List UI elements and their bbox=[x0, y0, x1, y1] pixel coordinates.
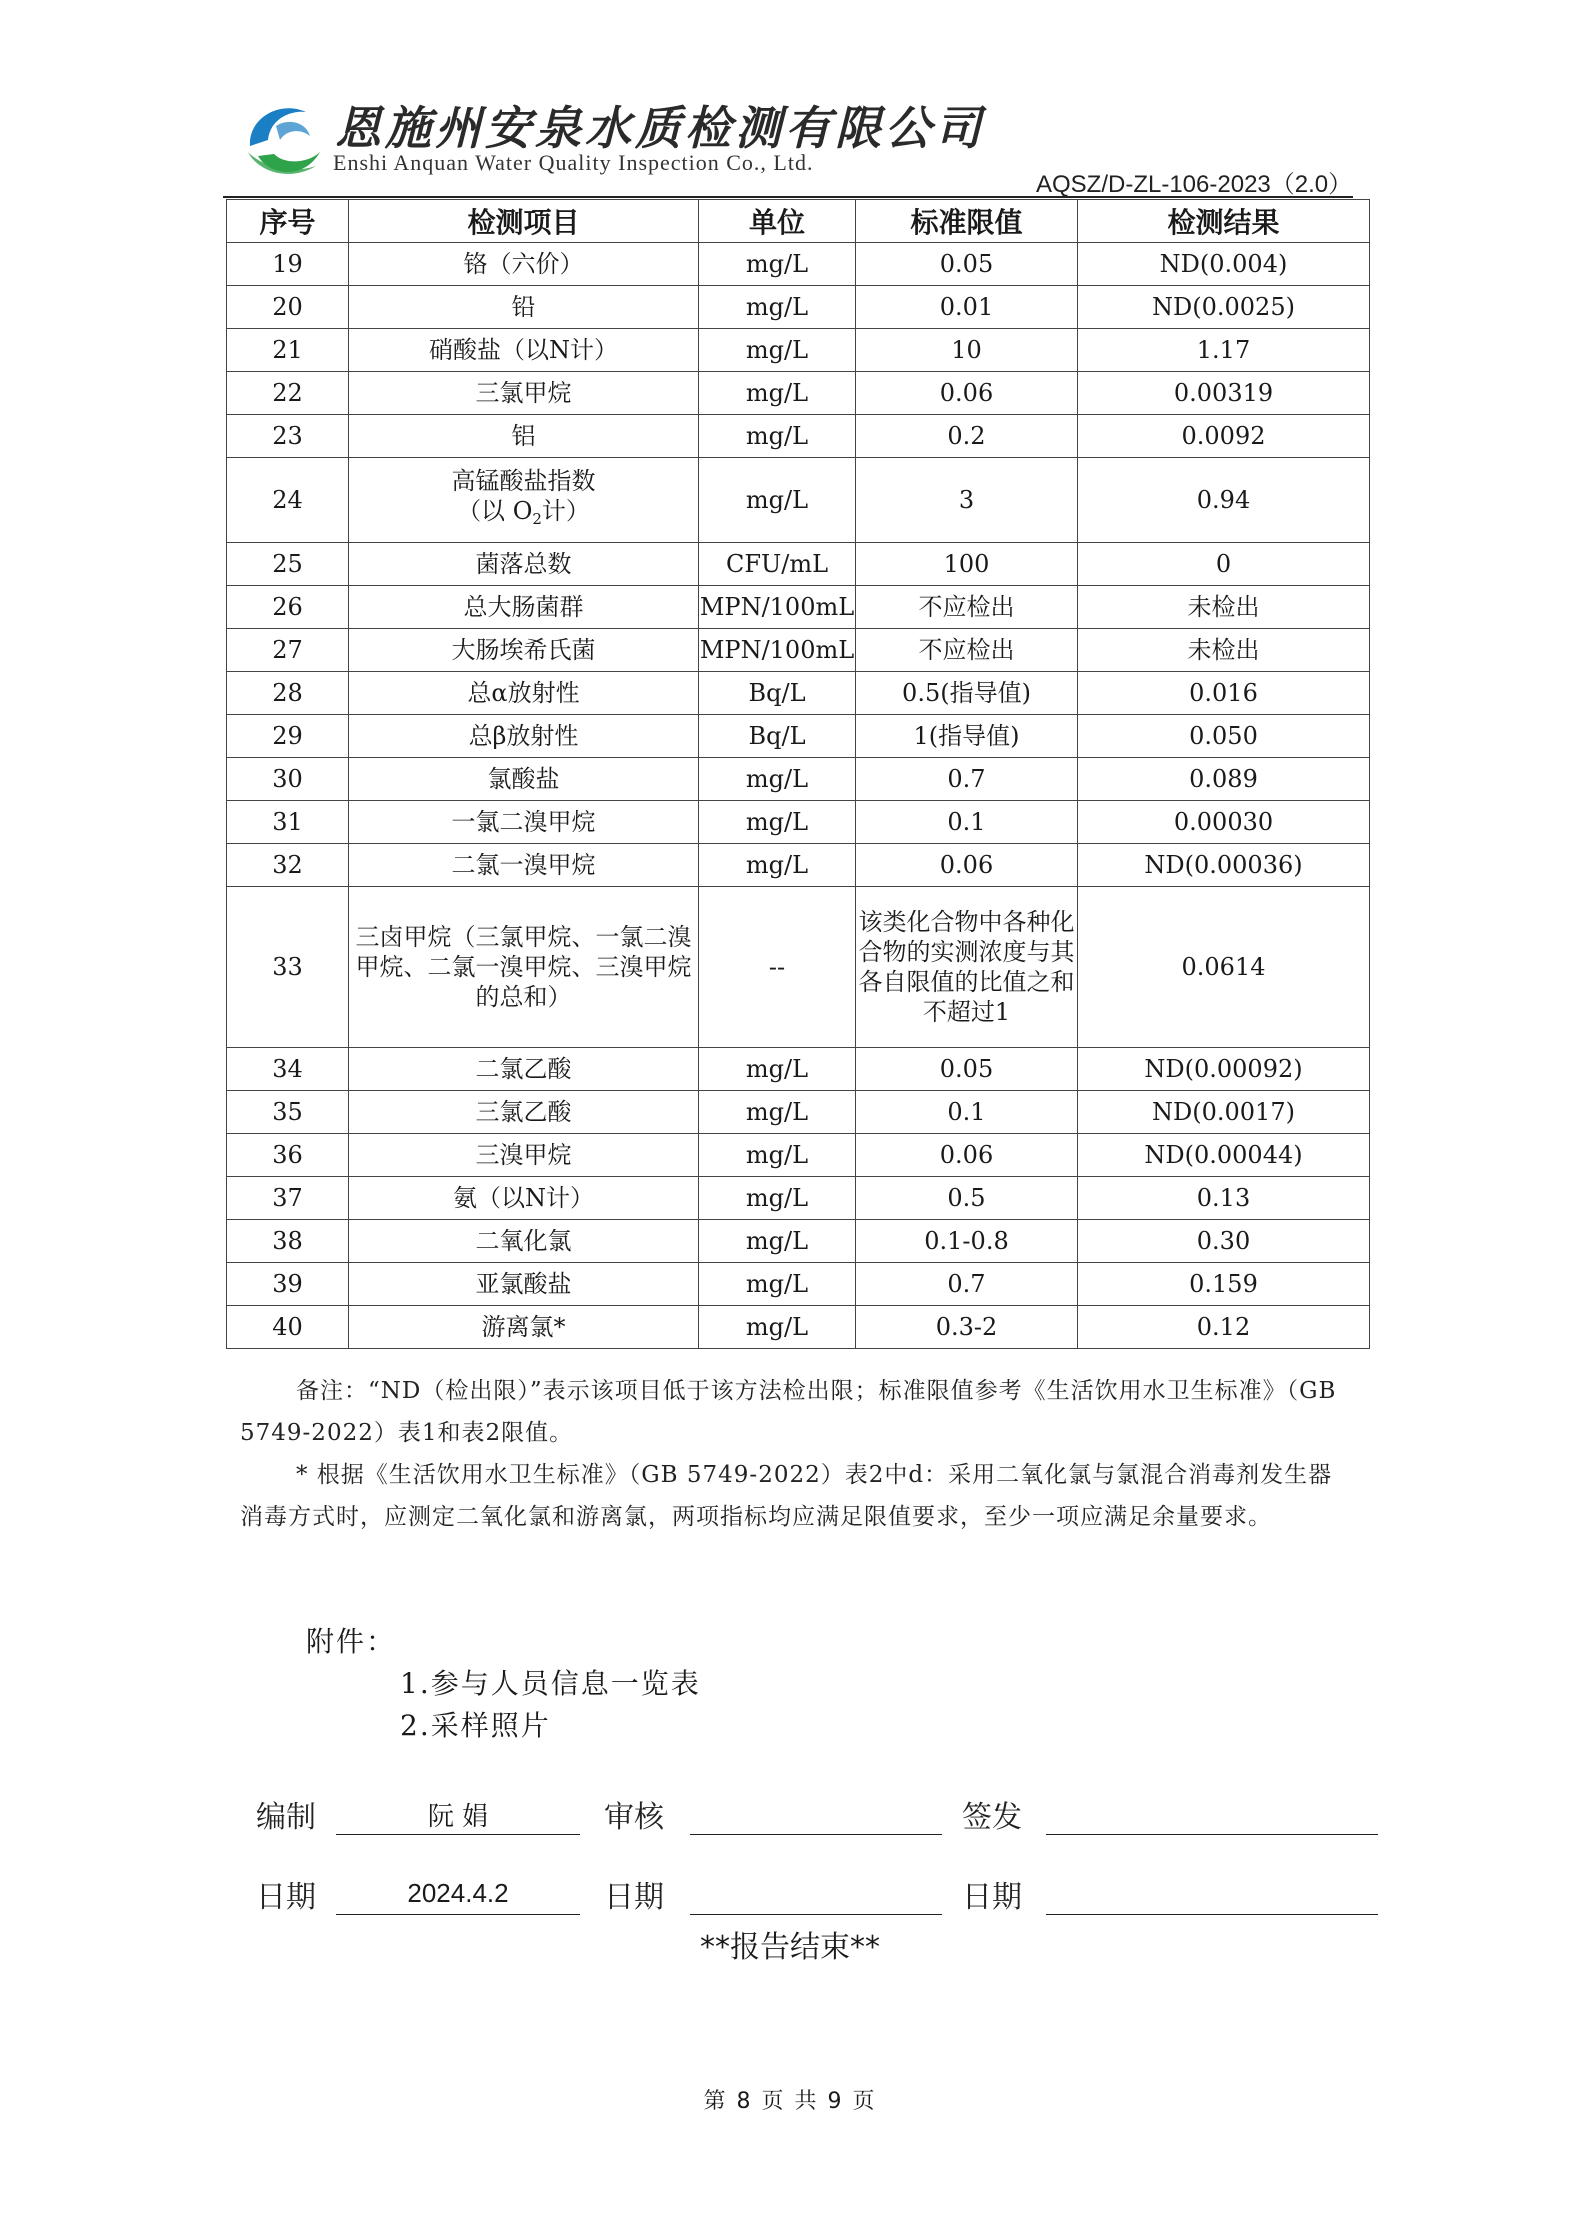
table-row bbox=[227, 1220, 1370, 1263]
company-name-cn: 恩施州安泉水质检测有限公司 bbox=[335, 101, 985, 155]
column-header-no: 序号 bbox=[227, 200, 349, 243]
results-table bbox=[226, 199, 1370, 1349]
cell-item: 三卤甲烷（三氯甲烷、一氯二溴甲烷、二氯一溴甲烷、三溴甲烷的总和） bbox=[349, 887, 699, 1048]
table-row bbox=[227, 1306, 1370, 1349]
cell-no: 20 bbox=[227, 286, 349, 329]
cell-no: 31 bbox=[227, 801, 349, 844]
attachment-item: 2.采样照片 bbox=[400, 1709, 551, 1742]
table-row bbox=[227, 372, 1370, 415]
cell-limit: 0.1 bbox=[856, 801, 1078, 844]
cell-item: 氨（以N计） bbox=[349, 1177, 699, 1220]
cell-unit: mg/L bbox=[699, 1048, 856, 1091]
cell-item-line1: 高锰酸盐指数 bbox=[451, 467, 596, 495]
cell-limit: 0.05 bbox=[856, 243, 1078, 286]
cell-item: 大肠埃希氏菌 bbox=[349, 629, 699, 672]
cell-limit: 该类化合物中各种化合物的实测浓度与其各自限值的比值之和不超过1 bbox=[856, 887, 1078, 1048]
table-row bbox=[227, 844, 1370, 887]
cell-item-line2-post: 计） bbox=[541, 497, 590, 525]
cell-item: 菌落总数 bbox=[349, 543, 699, 586]
cell-result: ND(0.00036) bbox=[1078, 844, 1370, 887]
cell-item: 三氯乙酸 bbox=[349, 1091, 699, 1134]
cell-limit: 不应检出 bbox=[856, 586, 1078, 629]
cell-no: 27 bbox=[227, 629, 349, 672]
table-header-row bbox=[227, 200, 1370, 243]
issue-date-line bbox=[1046, 1914, 1378, 1915]
cell-item: 总α放射性 bbox=[349, 672, 699, 715]
cell-no: 28 bbox=[227, 672, 349, 715]
attachment-item: 1.参与人员信息一览表 bbox=[400, 1667, 701, 1700]
note-asterisk: * 根据《生活饮用水卫生标准》（GB 5749-2022）表2中d：采用二氧化氯与氯混合消毒剂发生器消毒方式时，应测定二氧化氯和游离氯，两项指标均应满足限值要求，至少一项应满足余量要求。 bbox=[240, 1462, 1333, 1530]
cell-no: 39 bbox=[227, 1263, 349, 1306]
compile-label: 编制 bbox=[256, 1800, 316, 1835]
cell-limit: 3 bbox=[856, 458, 1078, 543]
cell-item: 总β放射性 bbox=[349, 715, 699, 758]
cell-unit: MPN/100mL bbox=[699, 586, 856, 629]
table-row bbox=[227, 1177, 1370, 1220]
review-label: 审核 bbox=[604, 1800, 664, 1835]
cell-unit: mg/L bbox=[699, 844, 856, 887]
cell-no: 36 bbox=[227, 1134, 349, 1177]
cell-no: 40 bbox=[227, 1306, 349, 1349]
cell-item: 二氯乙酸 bbox=[349, 1048, 699, 1091]
table-row bbox=[227, 329, 1370, 372]
cell-limit: 100 bbox=[856, 543, 1078, 586]
table-row bbox=[227, 1091, 1370, 1134]
cell-unit: mg/L bbox=[699, 1306, 856, 1349]
cell-unit: Bq/L bbox=[699, 715, 856, 758]
cell-no: 30 bbox=[227, 758, 349, 801]
compile-date: 2024.4.2 bbox=[407, 1878, 509, 1908]
cell-unit: mg/L bbox=[699, 372, 856, 415]
notes-section bbox=[240, 1370, 1350, 1538]
cell-no: 25 bbox=[227, 543, 349, 586]
cell-result: 0.159 bbox=[1078, 1263, 1370, 1306]
cell-no: 38 bbox=[227, 1220, 349, 1263]
cell-item: 铝 bbox=[349, 415, 699, 458]
cell-unit: MPN/100mL bbox=[699, 629, 856, 672]
cell-no: 37 bbox=[227, 1177, 349, 1220]
cell-no: 32 bbox=[227, 844, 349, 887]
subscript-2: 2 bbox=[532, 510, 542, 528]
issue-date-label: 日期 bbox=[962, 1880, 1022, 1915]
compile-date-line bbox=[336, 1914, 580, 1915]
cell-item: 铬（六价） bbox=[349, 243, 699, 286]
cell-limit: 0.1-0.8 bbox=[856, 1220, 1078, 1263]
compile-signature-line bbox=[336, 1834, 580, 1835]
cell-limit: 0.7 bbox=[856, 1263, 1078, 1306]
cell-item: 游离氯* bbox=[349, 1306, 699, 1349]
cell-no: 24 bbox=[227, 458, 349, 543]
company-logo-icon bbox=[240, 96, 326, 182]
cell-unit: mg/L bbox=[699, 243, 856, 286]
table-row bbox=[227, 243, 1370, 286]
table-row bbox=[227, 1263, 1370, 1306]
cell-result: ND(0.004) bbox=[1078, 243, 1370, 286]
cell-limit: 不应检出 bbox=[856, 629, 1078, 672]
issue-signature-line bbox=[1046, 1834, 1378, 1835]
cell-result: 未检出 bbox=[1078, 629, 1370, 672]
cell-unit: mg/L bbox=[699, 415, 856, 458]
table-row bbox=[227, 1134, 1370, 1177]
cell-item-line2-pre: （以 O bbox=[457, 497, 533, 525]
cell-item: 三氯甲烷 bbox=[349, 372, 699, 415]
cell-result: 未检出 bbox=[1078, 586, 1370, 629]
cell-limit: 0.06 bbox=[856, 1134, 1078, 1177]
cell-result: 0.050 bbox=[1078, 715, 1370, 758]
cell-item bbox=[349, 458, 699, 543]
cell-result: 0.30 bbox=[1078, 1220, 1370, 1263]
cell-limit: 10 bbox=[856, 329, 1078, 372]
cell-limit: 0.5 bbox=[856, 1177, 1078, 1220]
table-row bbox=[227, 887, 1370, 1048]
company-name-en: Enshi Anquan Water Quality Inspection Co., Ltd. bbox=[333, 150, 814, 175]
cell-unit: mg/L bbox=[699, 801, 856, 844]
review-date-line bbox=[690, 1914, 942, 1915]
page-number: 第 8 页 共 9 页 bbox=[703, 2089, 877, 2114]
cell-limit: 0.1 bbox=[856, 1091, 1078, 1134]
cell-unit: mg/L bbox=[699, 1134, 856, 1177]
column-header-result: 检测结果 bbox=[1078, 200, 1370, 243]
cell-result: 0.0614 bbox=[1078, 887, 1370, 1048]
table-row bbox=[227, 629, 1370, 672]
cell-limit: 0.05 bbox=[856, 1048, 1078, 1091]
note-nd: 备注：“ND（检出限）”表示该项目低于该方法检出限；标准限值参考《生活饮用水卫生标准》（GB 5749-2022）表1和表2限值。 bbox=[240, 1378, 1337, 1446]
document-code: AQSZ/D-ZL-106-2023（2.0） bbox=[1036, 171, 1353, 198]
cell-result: 0.089 bbox=[1078, 758, 1370, 801]
table-row bbox=[227, 1048, 1370, 1091]
cell-result: ND(0.0017) bbox=[1078, 1091, 1370, 1134]
header-divider bbox=[223, 196, 1353, 198]
cell-unit: mg/L bbox=[699, 1263, 856, 1306]
cell-no: 29 bbox=[227, 715, 349, 758]
cell-unit: -- bbox=[699, 887, 856, 1048]
cell-result: 0.00030 bbox=[1078, 801, 1370, 844]
table-row bbox=[227, 415, 1370, 458]
cell-no: 34 bbox=[227, 1048, 349, 1091]
compile-date-label: 日期 bbox=[256, 1880, 316, 1915]
cell-result: 0.0092 bbox=[1078, 415, 1370, 458]
table-row bbox=[227, 458, 1370, 543]
column-header-item: 检测项目 bbox=[349, 200, 699, 243]
column-header-limit: 标准限值 bbox=[856, 200, 1078, 243]
cell-item-line2 bbox=[349, 496, 698, 534]
cell-result: ND(0.00092) bbox=[1078, 1048, 1370, 1091]
cell-result: 0.94 bbox=[1078, 458, 1370, 543]
cell-limit: 1(指导值) bbox=[856, 715, 1078, 758]
cell-unit: mg/L bbox=[699, 329, 856, 372]
cell-no: 22 bbox=[227, 372, 349, 415]
cell-item: 二氯一溴甲烷 bbox=[349, 844, 699, 887]
cell-item: 总大肠菌群 bbox=[349, 586, 699, 629]
cell-no: 21 bbox=[227, 329, 349, 372]
cell-result: ND(0.00044) bbox=[1078, 1134, 1370, 1177]
cell-unit: Bq/L bbox=[699, 672, 856, 715]
cell-no: 26 bbox=[227, 586, 349, 629]
review-signature-line bbox=[690, 1834, 942, 1835]
table-row bbox=[227, 286, 1370, 329]
cell-unit: mg/L bbox=[699, 1220, 856, 1263]
compile-name: 阮 娟 bbox=[427, 1802, 489, 1832]
cell-limit: 0.01 bbox=[856, 286, 1078, 329]
cell-limit: 0.06 bbox=[856, 372, 1078, 415]
cell-limit: 0.7 bbox=[856, 758, 1078, 801]
cell-item: 二氧化氯 bbox=[349, 1220, 699, 1263]
cell-no: 23 bbox=[227, 415, 349, 458]
cell-item: 氯酸盐 bbox=[349, 758, 699, 801]
cell-limit: 0.06 bbox=[856, 844, 1078, 887]
cell-result: 0.12 bbox=[1078, 1306, 1370, 1349]
report-end-mark: **报告结束** bbox=[700, 1930, 880, 1965]
cell-result: 1.17 bbox=[1078, 329, 1370, 372]
cell-unit: CFU/mL bbox=[699, 543, 856, 586]
cell-result: 0.13 bbox=[1078, 1177, 1370, 1220]
table-row bbox=[227, 758, 1370, 801]
cell-no: 35 bbox=[227, 1091, 349, 1134]
cell-unit: mg/L bbox=[699, 458, 856, 543]
table-row bbox=[227, 672, 1370, 715]
table-row bbox=[227, 586, 1370, 629]
issue-label: 签发 bbox=[962, 1800, 1022, 1835]
cell-item: 铅 bbox=[349, 286, 699, 329]
cell-no: 19 bbox=[227, 243, 349, 286]
cell-unit: mg/L bbox=[699, 286, 856, 329]
cell-limit: 0.5(指导值) bbox=[856, 672, 1078, 715]
cell-item: 亚氯酸盐 bbox=[349, 1263, 699, 1306]
review-date-label: 日期 bbox=[604, 1880, 664, 1915]
cell-unit: mg/L bbox=[699, 758, 856, 801]
cell-result: ND(0.0025) bbox=[1078, 286, 1370, 329]
table-row bbox=[227, 801, 1370, 844]
cell-unit: mg/L bbox=[699, 1177, 856, 1220]
cell-item: 一氯二溴甲烷 bbox=[349, 801, 699, 844]
attachments-title: 附件： bbox=[306, 1625, 397, 1658]
cell-no: 33 bbox=[227, 887, 349, 1048]
cell-item: 三溴甲烷 bbox=[349, 1134, 699, 1177]
cell-result: 0 bbox=[1078, 543, 1370, 586]
cell-result: 0.016 bbox=[1078, 672, 1370, 715]
cell-limit: 0.2 bbox=[856, 415, 1078, 458]
cell-limit: 0.3-2 bbox=[856, 1306, 1078, 1349]
table-row bbox=[227, 715, 1370, 758]
column-header-unit: 单位 bbox=[699, 200, 856, 243]
cell-item: 硝酸盐（以N计） bbox=[349, 329, 699, 372]
cell-unit: mg/L bbox=[699, 1091, 856, 1134]
table-row bbox=[227, 543, 1370, 586]
cell-result: 0.00319 bbox=[1078, 372, 1370, 415]
